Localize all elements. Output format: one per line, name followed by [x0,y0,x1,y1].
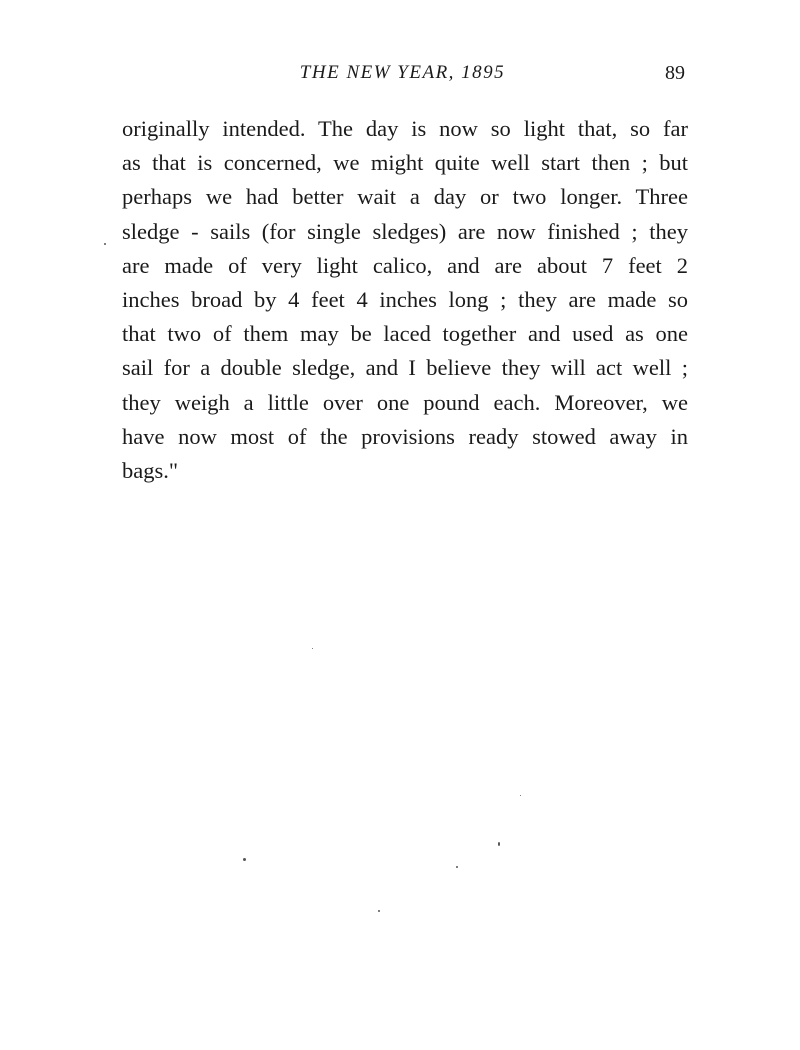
text-line: bags." [122,457,179,483]
page-number: 89 [665,62,685,84]
text-line: originally intended. The day is now so light that, so far [122,116,688,141]
running-head [120,62,685,88]
text-line: that two of them may be laced together and used as one [122,321,688,347]
text-line: they weigh a little over one pound each. Moreover, we [122,389,688,415]
text-line: as that is concerned, we might quite well start then ; but [122,150,688,176]
text-line: are made of very light calico, and are about 7 feet 2 [122,252,688,278]
scan-speck [520,795,521,796]
scan-speck [312,648,313,649]
text-line: have now most of the provisions ready stowed away in [122,423,688,449]
scan-speck [243,858,246,861]
scan-speck [498,842,500,846]
scan-speck [378,910,380,912]
body-paragraph [122,112,688,488]
text-line: sledge - sails (for single sledges) are now finished ; they [122,218,688,244]
scan-speck [104,243,106,245]
text-line: inches broad by 4 feet 4 inches long ; they are made so [122,286,688,312]
chapter-title: THE NEW YEAR, 1895 [299,62,506,83]
text-line: sail for a double sledge, and I believe they will act well ; [122,355,688,381]
text-line: perhaps we had better wait a day or two longer. Three [122,184,688,210]
scan-speck [456,866,458,868]
